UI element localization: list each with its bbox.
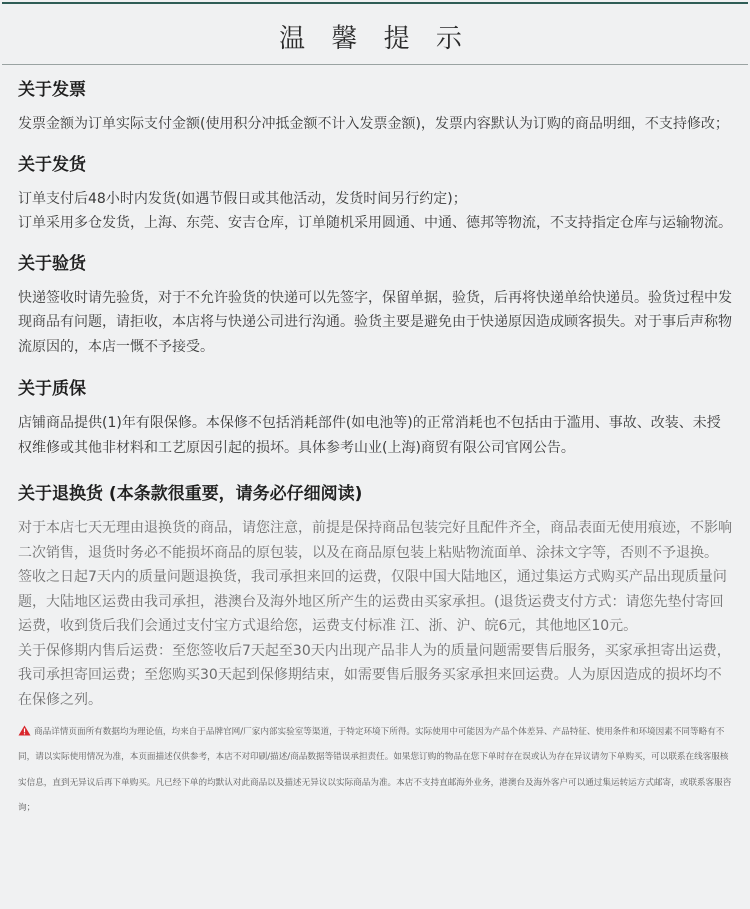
top-divider <box>2 2 748 4</box>
section-paragraph: 对于本店七天无理由退换货的商品，请您注意，前提是保持商品包装完好且配件齐全，商品表面无使用痕迹，不影响二次销售，退货时务必不能损坏商品的原包装，以及在商品原包装上粘贴物流面单、涂抹文字等，否则不予退换。 <box>18 520 732 561</box>
section-heading-shipping: 关于发货 <box>18 154 86 175</box>
page-title: 温 馨 提 示 <box>279 24 471 54</box>
section-invoice <box>18 78 733 137</box>
section-paragraph: 关于保修期内售后运费：至您签收后7天起至30天内出现产品非人为的质量问题需要售后服务，买家承担寄出运费，我司承担寄回运费；至您购买30天起到保修期结束，如需要售后服务买家承担来回运费。人为原因造成的损坏均不在保修之列。 <box>18 642 731 708</box>
title-divider <box>2 64 748 65</box>
section-paragraph: 发票金额为订单实际支付金额(使用积分冲抵金额不计入发票金额)，发票内容默认为订购的商品明细，不支持修改； <box>18 116 729 132</box>
section-paragraph: 店铺商品提供(1)年有限保修。本保修不包括消耗部件(如电池等)的正常消耗也不包括由于滥用、事故、改装、未授权维修或其他非材料和工艺原因引起的损坏。具体参考山业(上海)商贸有限公司官网公告。 <box>18 415 721 456</box>
section-shipping <box>18 153 733 236</box>
section-heading-invoice: 关于发票 <box>18 80 86 100</box>
section-heading-warranty: 关于质保 <box>18 379 86 399</box>
section-paragraph: 订单支付后48小时内发货(如遇节假日或其他活动，发货时间另行约定)； <box>18 190 467 207</box>
section-paragraph: 订单采用多仓发货，上海、东莞、安吉仓库，订单随机采用圆通、中通、德邦等物流，不支持指定仓库与运输物流。 <box>18 215 732 231</box>
disclaimer <box>18 720 733 822</box>
notice-content <box>18 78 733 822</box>
section-heading-returns: 关于退换货 (本条款很重要，请务必仔细阅读) <box>18 484 363 504</box>
section-returns <box>18 482 733 712</box>
disclaimer-text: 商品详情页面所有数据均为理论值，均来自于品牌官网/厂家内部实验室等渠道，于特定环境下所得。实际使用中可能因为产品个体差异、产品特征、使用条件和环境因素不同等略有不同，请以实际使用情况为准，本页面描述仅供参考，本店不对印刷/描述/商品数据等错误承担责任。如果您订购的物品在您下单时存在误或认为存在异议请勿下单购买，可以联系在线客服核实信息，直到无异议后再下单购买。凡已经下单的均默认对此商品以及描述无异议以实际商品为准。本店不支持直邮海外业务，港澳台及海外客户可以通过集运转运方式邮寄，或联系客服咨询； <box>18 727 732 814</box>
warning-icon <box>18 722 31 733</box>
section-inspection <box>18 252 733 360</box>
section-heading-inspection: 关于验货 <box>18 253 86 274</box>
section-paragraph: 快递签收时请先验货，对于不允许验货的快递可以先签字，保留单据，验货，后再将快递单给快递员。验货过程中发现商品有问题，请拒收，本店将与快递公司进行沟通。验货主要是避免由于快递原因造成顾客损失。对于事后声称物流原因的，本店一慨不予接受。 <box>18 289 732 355</box>
section-paragraph: 签收之日起7天内的质量问题退换货，我司承担来回的运费，仅限中国大陆地区，通过集运方式购买产品出现质量问题，大陆地区运费由我司承担，港澳台及海外地区所产生的运费由买家承担。(退货运费支付方式：请您先垫付寄回运费，收到货后我们会通过支付宝方式退给您，运费支付标准 江、浙、沪、皖6元，其他地区10元。 <box>18 569 727 634</box>
section-warranty <box>18 377 733 460</box>
title-bar <box>0 18 750 60</box>
